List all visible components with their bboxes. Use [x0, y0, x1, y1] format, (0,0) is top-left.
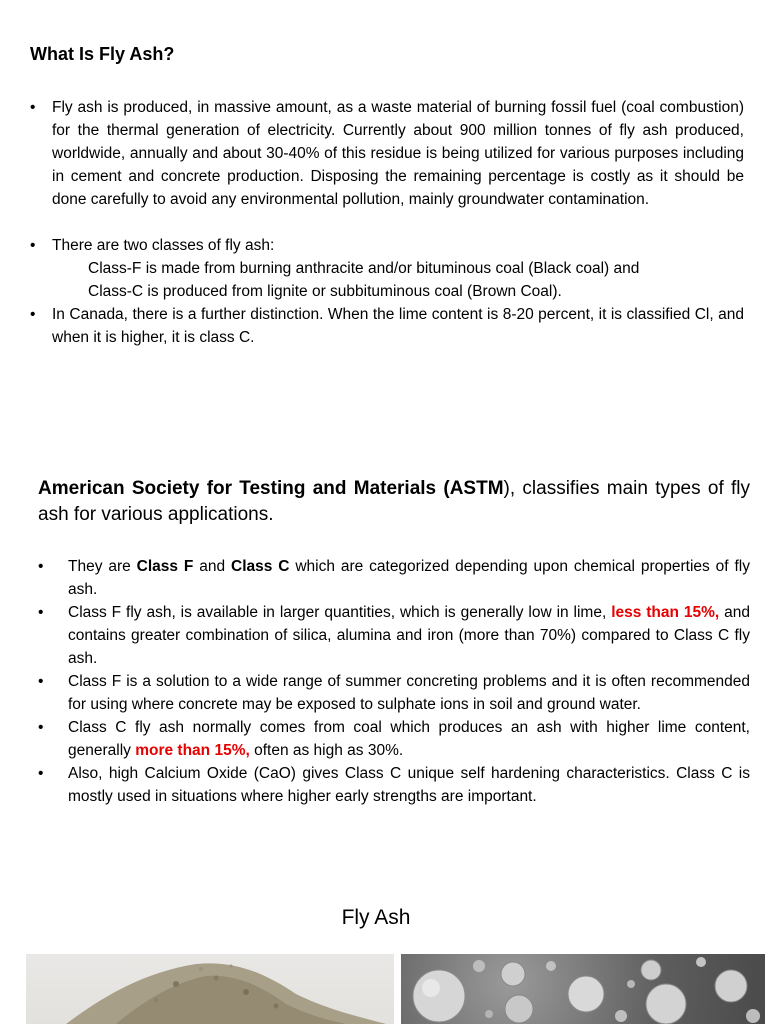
list-item [38, 762, 750, 808]
highlight-text: more than 15%, [135, 742, 250, 759]
bullet-icon: • [30, 237, 36, 254]
class-f-label: Class F [136, 558, 194, 575]
text-run: which are categorized depending upon chemical properties of fly ash. [68, 558, 750, 598]
page-title: What Is Fly Ash? [30, 44, 175, 64]
list-item [38, 555, 750, 601]
powder-pile-graphic [26, 954, 394, 1024]
highlight-text: less than 15%, [611, 604, 720, 621]
paragraph-text: Fly ash is produced, in massive amount, as a waste material of burning fossil fuel (coal combustion) for the thermal generation of electricity. Currently about 900 million tonnes of fly ash produced, worldwide, annually and about 30-40% of this residue is being utilized for various purposes including in cement and concrete production. Disposing the remaining percentage is costly as it should be done carefully to avoid any environmental pollution, mainly groundwater contamination. [52, 99, 744, 208]
list-item [38, 716, 750, 762]
astm-heading-rest: ), classifies main types of fly ash for various applications. [38, 478, 750, 525]
text-run: Class C fly ash normally comes from coal which produces an ash with higher lime content, generally [68, 719, 750, 759]
list-item [38, 670, 750, 716]
paragraph-text: There are two classes of fly ash: [52, 237, 275, 254]
astm-list [38, 555, 750, 808]
text-run: They are [68, 558, 137, 575]
intro-list [30, 96, 744, 349]
list-item [30, 234, 744, 303]
text-run: often as high as 30%. [249, 742, 404, 759]
bullet-icon: • [38, 558, 44, 575]
sub-line: Class-F is made from burning anthracite and/or bituminous coal (Black coal) and [88, 260, 640, 277]
bullet-icon: • [30, 99, 36, 116]
paragraph-text: In Canada, there is a further distinction. When the lime content is 8-20 percent, it is classified Cl, and when it is higher, it is class C. [52, 306, 744, 346]
list-item [30, 303, 744, 349]
class-c-label: Class C [231, 558, 290, 575]
text-run: and [193, 558, 231, 575]
bullet-icon: • [38, 673, 44, 690]
text-run: Also, high Calcium Oxide (CaO) gives Class C unique self hardening characteristics. Class C is mostly used in situations where higher early strengths are important. [68, 765, 750, 805]
bullet-icon: • [30, 306, 36, 323]
bullet-icon: • [38, 765, 44, 782]
fly-ash-powder-photo [26, 954, 394, 1024]
fly-ash-micrograph-photo [401, 954, 765, 1024]
micrograph-spheres-graphic [401, 954, 765, 1024]
bullet-icon: • [38, 604, 44, 621]
list-item [38, 601, 750, 670]
figure-caption: Fly Ash [341, 906, 411, 929]
text-run: and contains greater combination of silica, alumina and iron (more than 70%) compared to Class C fly ash. [68, 604, 751, 667]
sub-line: Class-C is produced from lignite or subbituminous coal (Brown Coal). [88, 283, 562, 300]
text-run: Class F is a solution to a wide range of summer concreting problems and it is often recommended for using where concrete may be exposed to sulphate ions in soil and ground water. [68, 673, 750, 713]
list-item [30, 96, 744, 211]
astm-heading [38, 476, 750, 528]
text-run: Class F fly ash, is available in larger quantities, which is generally low in lime, [68, 604, 612, 621]
bullet-icon: • [38, 719, 44, 736]
astm-heading-bold: American Society for Testing and Materials (ASTM [38, 478, 504, 499]
